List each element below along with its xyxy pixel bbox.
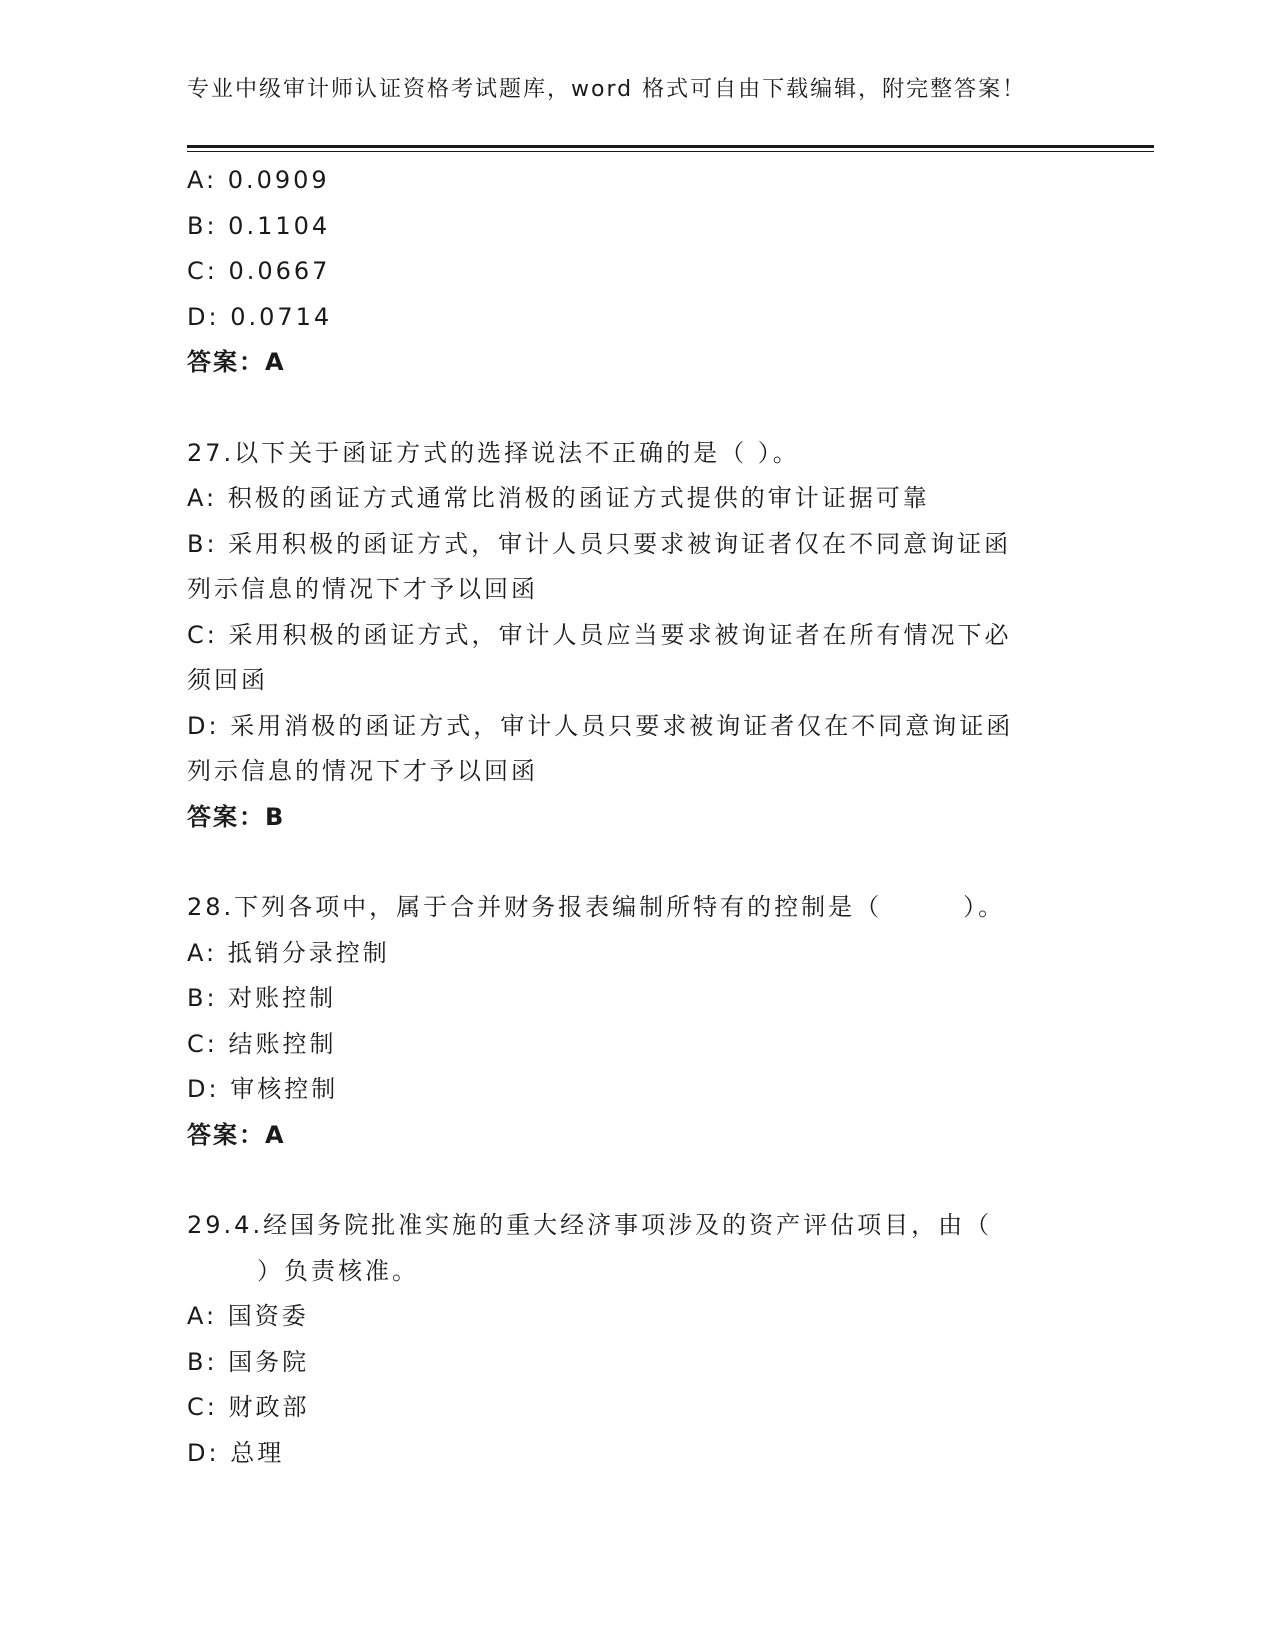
q27-stem: 27.以下关于函证方式的选择说法不正确的是（ ）。: [187, 438, 800, 467]
q28-option-b: B: 对账控制: [187, 984, 337, 1012]
q26-option-a: A: 0.0909: [187, 166, 330, 194]
q27-option-b: B: 采用积极的函证方式，审计人员只要求被询证者仅在不同意询证函: [187, 529, 1012, 558]
header-rule-thick: [187, 145, 1154, 148]
q27-answer: 答案：B: [187, 802, 286, 831]
q28-answer: 答案：A: [187, 1120, 286, 1149]
q27-option-d-cont: 列示信息的情况下才予以回函: [187, 757, 538, 785]
q26-answer: 答案：A: [187, 348, 286, 376]
q27-option-d: D: 采用消极的函证方式，审计人员只要求被询证者仅在不同意询证函: [187, 711, 1014, 740]
q29-option-a: A: 国资委: [187, 1302, 309, 1330]
q29-stem-cont: ）负责核准。: [257, 1256, 419, 1285]
page-header: 专业中级审计师认证资格考试题库，word 格式可自由下载编辑，附完整答案！: [187, 77, 1027, 102]
q26-option-d: D: 0.0714: [187, 302, 333, 331]
q28-option-c: C: 结账控制: [187, 1029, 337, 1058]
q26-option-c: C: 0.0667: [187, 257, 331, 285]
q29-option-b: B: 国务院: [187, 1347, 310, 1376]
q26-option-b: B: 0.1104: [187, 211, 331, 240]
q28-option-d: D: 审核控制: [187, 1075, 339, 1103]
q28-stem: 28.下列各项中，属于合并财务报表编制所特有的控制是（ ）。: [187, 893, 1006, 921]
q29-stem: 29.4.经国务院批准实施的重大经济事项涉及的资产评估项目，由（: [187, 1211, 993, 1239]
q27-option-c-cont: 须回函: [187, 666, 268, 694]
q29-option-c: C: 财政部: [187, 1393, 310, 1421]
question-content: [187, 158, 1087, 1476]
q29-option-d: D: 总理: [187, 1438, 285, 1467]
q27-option-c: C: 采用积极的函证方式，审计人员应当要求被询证者在所有情况下必: [187, 620, 1012, 649]
q28-option-a: A: 抵销分录控制: [187, 938, 390, 967]
header-rule-thin: [187, 151, 1154, 152]
q27-option-a: A: 积极的函证方式通常比消极的函证方式提供的审计证据可靠: [187, 484, 930, 512]
q27-option-b-cont: 列示信息的情况下才予以回函: [187, 575, 538, 603]
